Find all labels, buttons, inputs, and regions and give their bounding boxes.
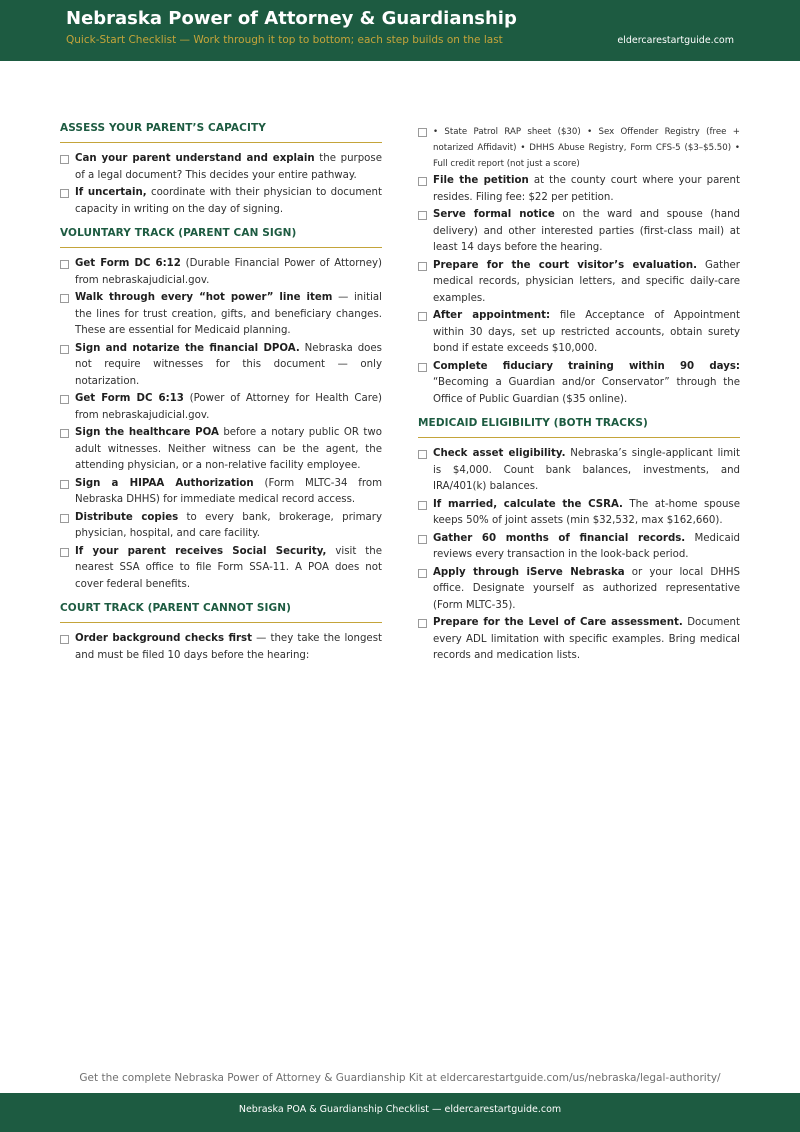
section-title-capacity: ASSESS YOUR PARENT’S CAPACITY: [60, 122, 382, 143]
checkbox-icon[interactable]: [60, 548, 69, 557]
item-heading: If married, calculate the CSRA.: [433, 498, 623, 510]
checklist-medicaid: [418, 446, 740, 665]
section-court-continued: [418, 124, 740, 408]
checklist-item: [418, 565, 740, 615]
item-heading: Distribute copies: [75, 511, 179, 523]
checklist-item: [60, 544, 382, 594]
item-text: Nebraska does not require witnesses for this document — only notarization.: [75, 342, 382, 387]
checklist-item: [418, 359, 740, 409]
item-text: Document every ADL limitation with specific examples. Bring medical records and medication lists.: [433, 617, 740, 661]
checkbox-icon[interactable]: [418, 619, 427, 628]
item-text: (Form MLTC-34 from Nebraska DHHS) for immediate medical record access.: [75, 477, 383, 505]
kit-link-note: Get the complete Nebraska Power of Attorney & Guardianship Kit at eldercarestartguide.com/us/nebraska/legal-authority/: [79, 1072, 721, 1084]
checklist-item: [60, 256, 382, 289]
item-text: file Acceptance of Appointment within 30 days, set up restricted accounts, obtain surety bond if estate exceeds $10,000.: [433, 310, 740, 354]
section-title-medicaid: MEDICAID ELIGIBILITY (BOTH TRACKS): [418, 417, 740, 438]
checkbox-icon[interactable]: [60, 480, 69, 489]
item-heading: Prepare for the Level of Care assessment.: [433, 617, 683, 628]
checkbox-icon[interactable]: [418, 262, 427, 271]
item-text: before a notary public OR two adult witnesses. Neither witness can be the agent, the attending physician, or a non-relative facility employee.: [75, 427, 382, 471]
item-heading: File the petition: [433, 175, 529, 186]
item-heading: Order background checks first: [75, 633, 252, 644]
item-heading: Apply through iServe Nebraska: [433, 566, 625, 578]
checkbox-icon[interactable]: [60, 635, 69, 644]
item-text: coordinate with their physician to document capacity in writing on the day of signing.: [75, 187, 382, 215]
page-subtitle: Quick-Start Checklist — Work through it top to bottom; each step builds on the last: [66, 34, 503, 46]
section-title-voluntary: VOLUNTARY TRACK (PARENT CAN SIGN): [60, 227, 382, 248]
item-heading: Sign and notarize the financial DPOA.: [75, 342, 300, 354]
section-capacity: [60, 122, 382, 218]
checkbox-icon[interactable]: [418, 363, 427, 372]
checklist-item: [60, 425, 382, 475]
item-heading: If your parent receives Social Security,: [75, 545, 327, 557]
checklist-item: [60, 151, 382, 184]
right-column: [418, 124, 740, 674]
checkbox-icon[interactable]: [60, 395, 69, 404]
section-medicaid: [418, 417, 740, 665]
checkbox-icon[interactable]: [418, 569, 427, 578]
item-text: Nebraska’s single-applicant limit is $4,000. Count bank balances, investments, and IRA/401(k) balances.: [433, 448, 740, 492]
section-court: [60, 602, 382, 664]
item-text: — initial the lines for trust creation, gifts, and beneficiary changes. These are essential for Medicaid planning.: [75, 292, 382, 336]
checklist-item: [60, 391, 382, 424]
item-text: or your local DHHS office. Designate yourself as authorized representative (Form MLTC-35).: [433, 566, 740, 611]
checkbox-icon[interactable]: [60, 514, 69, 523]
item-text: • State Patrol RAP sheet ($30) • Sex Offender Registry (free + notarized Affidavit) • DHHS Abuse Registry, Form CFS-5 ($3–$5.50) • Full credit report (not just a score): [433, 127, 740, 169]
checklist-item: [60, 290, 382, 340]
item-text: at the county court where your parent resides. Filing fee: $22 per petition.: [433, 175, 740, 203]
item-text: the purpose of a legal document? This decides your entire pathway.: [75, 153, 382, 181]
item-text: to every bank, brokerage, primary physician, hospital, and care facility.: [75, 511, 382, 539]
item-text: — they take the longest and must be filed 10 days before the hearing:: [75, 633, 382, 661]
checkbox-icon[interactable]: [60, 345, 69, 354]
footer-band: [0, 1093, 800, 1132]
item-text: “Becoming a Guardian and/or Conservator” through the Office of Public Guardian ($35 online).: [433, 377, 740, 405]
item-heading: Gather 60 months of financial records.: [433, 532, 686, 544]
item-text: Medicaid reviews every transaction in the look-back period.: [433, 532, 740, 560]
checklist-item: [418, 173, 740, 206]
checklist-item: [418, 124, 740, 172]
checkbox-icon[interactable]: [418, 450, 427, 459]
item-heading: Serve formal notice: [433, 209, 555, 220]
item-heading: After appointment:: [433, 310, 551, 321]
checklist-court: [60, 631, 382, 664]
item-heading: Prepare for the court visitor’s evaluation.: [433, 259, 697, 271]
checklist-voluntary: [60, 256, 382, 593]
checklist-item: [418, 615, 740, 665]
item-heading: Get Form DC 6:12: [75, 258, 181, 269]
checkbox-icon[interactable]: [418, 501, 427, 510]
item-text: Gather medical records, physician letters, and specific daily-care examples.: [433, 259, 740, 304]
item-heading: Sign the healthcare POA: [75, 427, 219, 438]
item-text: visit the nearest SSA office to file Form SSA-11. A POA does not cover federal benefits.: [75, 545, 382, 590]
checklist-item: [60, 631, 382, 664]
item-text: on the ward and spouse (hand delivery) and other interested parties (first-class mail) at least 14 days before the hearing.: [433, 209, 740, 253]
section-voluntary: [60, 227, 382, 593]
checklist-item: [60, 476, 382, 509]
checklist-item: [418, 497, 740, 530]
checklist-court-continued: [418, 124, 740, 408]
item-heading: Can your parent understand and explain: [75, 153, 315, 164]
checkbox-icon[interactable]: [418, 211, 427, 220]
item-text: The at-home spouse keeps 50% of joint assets (min $32,532, max $162,660).: [433, 498, 740, 526]
checkbox-icon[interactable]: [60, 155, 69, 164]
checkbox-icon[interactable]: [418, 128, 427, 137]
section-title-court: COURT TRACK (PARENT CANNOT SIGN): [60, 602, 382, 623]
item-heading: Sign a HIPAA Authorization: [75, 477, 254, 489]
checklist-item: [60, 185, 382, 218]
item-text: (Power of Attorney for Health Care) from nebraskajudicial.gov.: [75, 393, 382, 421]
page-title: Nebraska Power of Attorney & Guardianship: [66, 8, 517, 29]
checkbox-icon[interactable]: [418, 535, 427, 544]
checklist-item: [418, 531, 740, 564]
checklist-item: [60, 510, 382, 543]
item-heading: If uncertain,: [75, 187, 147, 198]
checkbox-icon[interactable]: [418, 177, 427, 186]
checkbox-icon[interactable]: [60, 260, 69, 269]
footer-text: Nebraska POA & Guardianship Checklist — eldercarestartguide.com: [238, 1104, 562, 1115]
header-band: [0, 0, 800, 61]
checkbox-icon[interactable]: [60, 189, 69, 198]
item-heading: Check asset eligibility.: [433, 448, 566, 459]
item-heading: Get Form DC 6:13: [75, 393, 184, 404]
checkbox-icon[interactable]: [60, 294, 69, 303]
item-heading: Complete fiduciary training within 90 days:: [433, 360, 740, 372]
checkbox-icon[interactable]: [418, 312, 427, 321]
checklist-item: [418, 446, 740, 496]
item-text: (Durable Financial Power of Attorney) from nebraskajudicial.gov.: [75, 258, 382, 286]
checklist-item: [418, 308, 740, 358]
checkbox-icon[interactable]: [60, 429, 69, 438]
checklist-item: [418, 258, 740, 308]
checklist-capacity: [60, 151, 382, 218]
header-site: eldercarestartguide.com: [617, 35, 734, 46]
item-heading: Walk through every “hot power” line item: [75, 292, 333, 303]
left-column: [60, 122, 382, 673]
checklist-item: [60, 341, 382, 391]
checklist-item: [418, 207, 740, 257]
